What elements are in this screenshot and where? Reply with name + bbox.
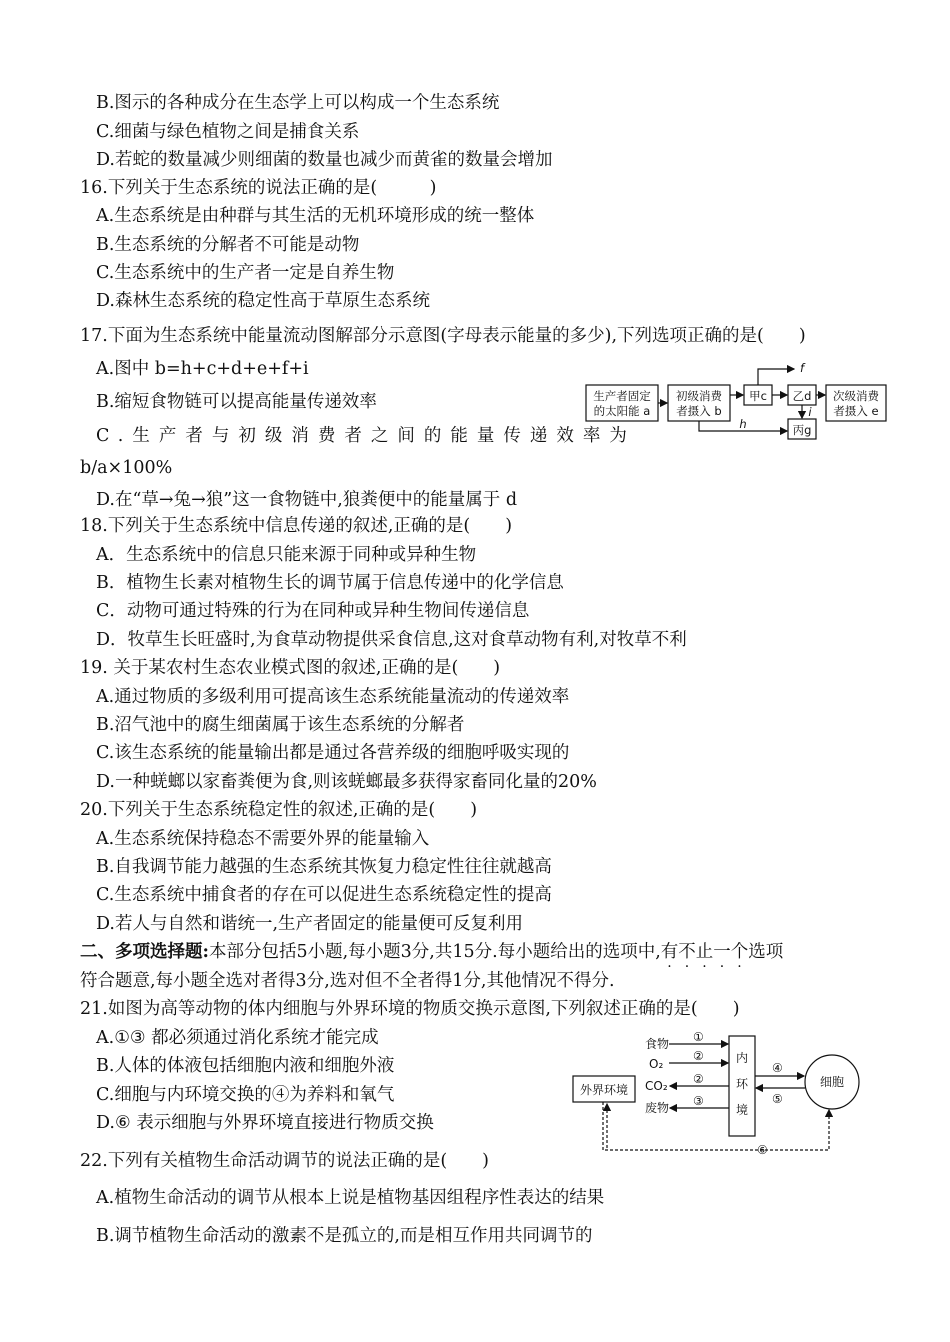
marker-3: ③ bbox=[693, 1094, 704, 1108]
emphasis-char: 止 bbox=[695, 942, 714, 962]
emphasis-char: 个 bbox=[730, 942, 749, 962]
q17-option-c-cont: b/a×100% bbox=[80, 458, 173, 478]
q21-option-a: A.①③ 都必须通过消化系统才能完成 bbox=[96, 1028, 379, 1048]
bing-label: 丙g bbox=[792, 423, 812, 437]
q15-option-c: C.细菌与绿色植物之间是捕食关系 bbox=[96, 122, 360, 142]
co2-label: CO₂ bbox=[645, 1079, 668, 1093]
q20-stem: 20.下列关于生态系统稳定性的叙述,正确的是( ) bbox=[80, 800, 478, 820]
o2-label: O₂ bbox=[649, 1057, 664, 1071]
cell-label: 细胞 bbox=[819, 1075, 845, 1089]
q21-option-d: D.⑥ 表示细胞与外界环境直接进行物质交换 bbox=[96, 1113, 434, 1133]
waste-label: 废物 bbox=[645, 1101, 670, 1115]
q19-option-b: B.沼气池中的腐生细菌属于该生态系统的分解者 bbox=[96, 715, 465, 735]
h-label: h bbox=[739, 417, 747, 431]
q21-stem: 21.如图为高等动物的体内细胞与外界环境的物质交换示意图,下列叙述正确的是( ) bbox=[80, 999, 740, 1019]
emphasis-char: 一 bbox=[713, 942, 731, 962]
producer-label-2: 的太阳能 a bbox=[593, 404, 651, 418]
q16-option-b: B.生态系统的分解者不可能是动物 bbox=[96, 235, 360, 255]
inner-label-2: 环 bbox=[735, 1077, 749, 1091]
section2-line2: 符合题意,每小题全选对者得3分,选对但不全者得1分,其他情况不得分. bbox=[80, 971, 615, 991]
emphasis-char: 有 bbox=[660, 942, 679, 962]
section2-title: 二、多项选择题: bbox=[80, 942, 209, 962]
secondary-label-2: 者摄入 e bbox=[833, 404, 879, 418]
food-label: 食物 bbox=[645, 1037, 670, 1051]
q22-option-a: A.植物生命活动的调节从根本上说是植物基因组程序性表达的结果 bbox=[96, 1188, 605, 1208]
q18-option-a: A．生态系统中的信息只能来源于同种或异种生物 bbox=[96, 545, 477, 565]
section2-text-a: 本部分包括5小题,每小题3分,共15分.每小题给出的选项中, bbox=[208, 942, 661, 962]
q22-option-b: B.调节植物生命活动的激素不是孤立的,而是相互作用共同调节的 bbox=[96, 1226, 593, 1246]
primary-label-2: 者摄入 b bbox=[676, 404, 722, 418]
q20-option-c: C.生态系统中捕食者的存在可以促进生态系统稳定性的提高 bbox=[96, 885, 552, 905]
q17-option-c: C.生产者与初级消费者之间的能量传递效率为 bbox=[96, 426, 636, 446]
q16-option-d: D.森林生态系统的稳定性高于草原生态系统 bbox=[96, 291, 430, 311]
q20-option-b: B.自我调节能力越强的生态系统其恢复力稳定性往往就越高 bbox=[96, 857, 552, 877]
q20-option-d: D.若人与自然和谐统一,生产者固定的能量便可反复利用 bbox=[96, 914, 524, 934]
material-exchange-diagram bbox=[565, 1030, 875, 1158]
q17-option-a: A.图中 b=h+c+d+e+f+i bbox=[96, 359, 309, 379]
marker-2b: ② bbox=[693, 1072, 704, 1086]
section2-line1 bbox=[80, 941, 783, 963]
q16-stem: 16.下列关于生态系统的说法正确的是( ) bbox=[80, 178, 437, 198]
energy-flow-diagram bbox=[580, 355, 890, 445]
q15-option-d: D.若蛇的数量减少则细菌的数量也减少而黄雀的数量会增加 bbox=[96, 150, 553, 170]
section2-emphasis bbox=[661, 942, 749, 962]
section2-text-b: 选项 bbox=[748, 942, 784, 962]
yi-label: 乙d bbox=[792, 389, 812, 403]
producer-label-1: 生产者固定 bbox=[593, 389, 651, 403]
emphasis-char: 不 bbox=[678, 942, 696, 962]
q18-stem: 18.下列关于生态系统中信息传递的叙述,正确的是( ) bbox=[80, 516, 513, 536]
q20-option-a: A.生态系统保持稳态不需要外界的能量输入 bbox=[96, 829, 430, 849]
q18-option-c: C．动物可通过特殊的行为在同种或异种生物间传递信息 bbox=[96, 601, 530, 621]
outside-label: 外界环境 bbox=[579, 1083, 629, 1097]
marker-6: ⑥ bbox=[757, 1143, 768, 1157]
q21-option-b: B.人体的体液包括细胞内液和细胞外液 bbox=[96, 1056, 395, 1076]
q18-option-b: B．植物生长素对植物生长的调节属于信息传递中的化学信息 bbox=[96, 573, 564, 593]
q17-option-b: B.缩短食物链可以提高能量传递效率 bbox=[96, 392, 377, 412]
marker-4: ④ bbox=[772, 1061, 783, 1075]
q15-option-b: B.图示的各种成分在生态学上可以构成一个生态系统 bbox=[96, 93, 500, 113]
f-label: f bbox=[799, 361, 805, 375]
q18-option-d: D．牧草生长旺盛时,为食草动物提供采食信息,这对食草动物有利,对牧草不利 bbox=[96, 630, 687, 650]
q21-option-c: C.细胞与内环境交换的④为养料和氧气 bbox=[96, 1085, 395, 1105]
marker-1: ① bbox=[693, 1030, 704, 1044]
q19-option-c: C.该生态系统的能量输出都是通过各营养级的细胞呼吸实现的 bbox=[96, 743, 570, 763]
marker-5: ⑤ bbox=[772, 1092, 783, 1106]
q16-option-c: C.生态系统中的生产者一定是自养生物 bbox=[96, 263, 395, 283]
marker-2a: ② bbox=[693, 1049, 704, 1063]
secondary-label-1: 次级消费 bbox=[833, 389, 879, 403]
inner-label-1: 内 bbox=[735, 1051, 749, 1065]
q19-stem: 19. 关于某农村生态农业模式图的叙述,正确的是( ) bbox=[80, 658, 501, 678]
i-label: i bbox=[808, 405, 812, 419]
jia-label: 甲c bbox=[749, 389, 767, 403]
q17-stem: 17.下面为生态系统中能量流动图解部分示意图(字母表示能量的多少),下列选项正确的是( ) bbox=[80, 326, 806, 346]
inner-label-3: 境 bbox=[735, 1103, 749, 1117]
q19-option-a: A.通过物质的多级利用可提高该生态系统能量流动的传递效率 bbox=[96, 687, 570, 707]
q19-option-d: D.一种蜣螂以家畜粪便为食,则该蜣螂最多获得家畜同化量的20% bbox=[96, 772, 597, 792]
q17-option-d: D.在“草→兔→狼”这一食物链中,狼粪便中的能量属于 d bbox=[96, 490, 518, 510]
primary-label-1: 初级消费 bbox=[676, 389, 722, 403]
q22-stem: 22.下列有关植物生命活动调节的说法正确的是( ) bbox=[80, 1151, 489, 1171]
q16-option-a: A.生态系统是由种群与其生活的无机环境形成的统一整体 bbox=[96, 206, 535, 226]
